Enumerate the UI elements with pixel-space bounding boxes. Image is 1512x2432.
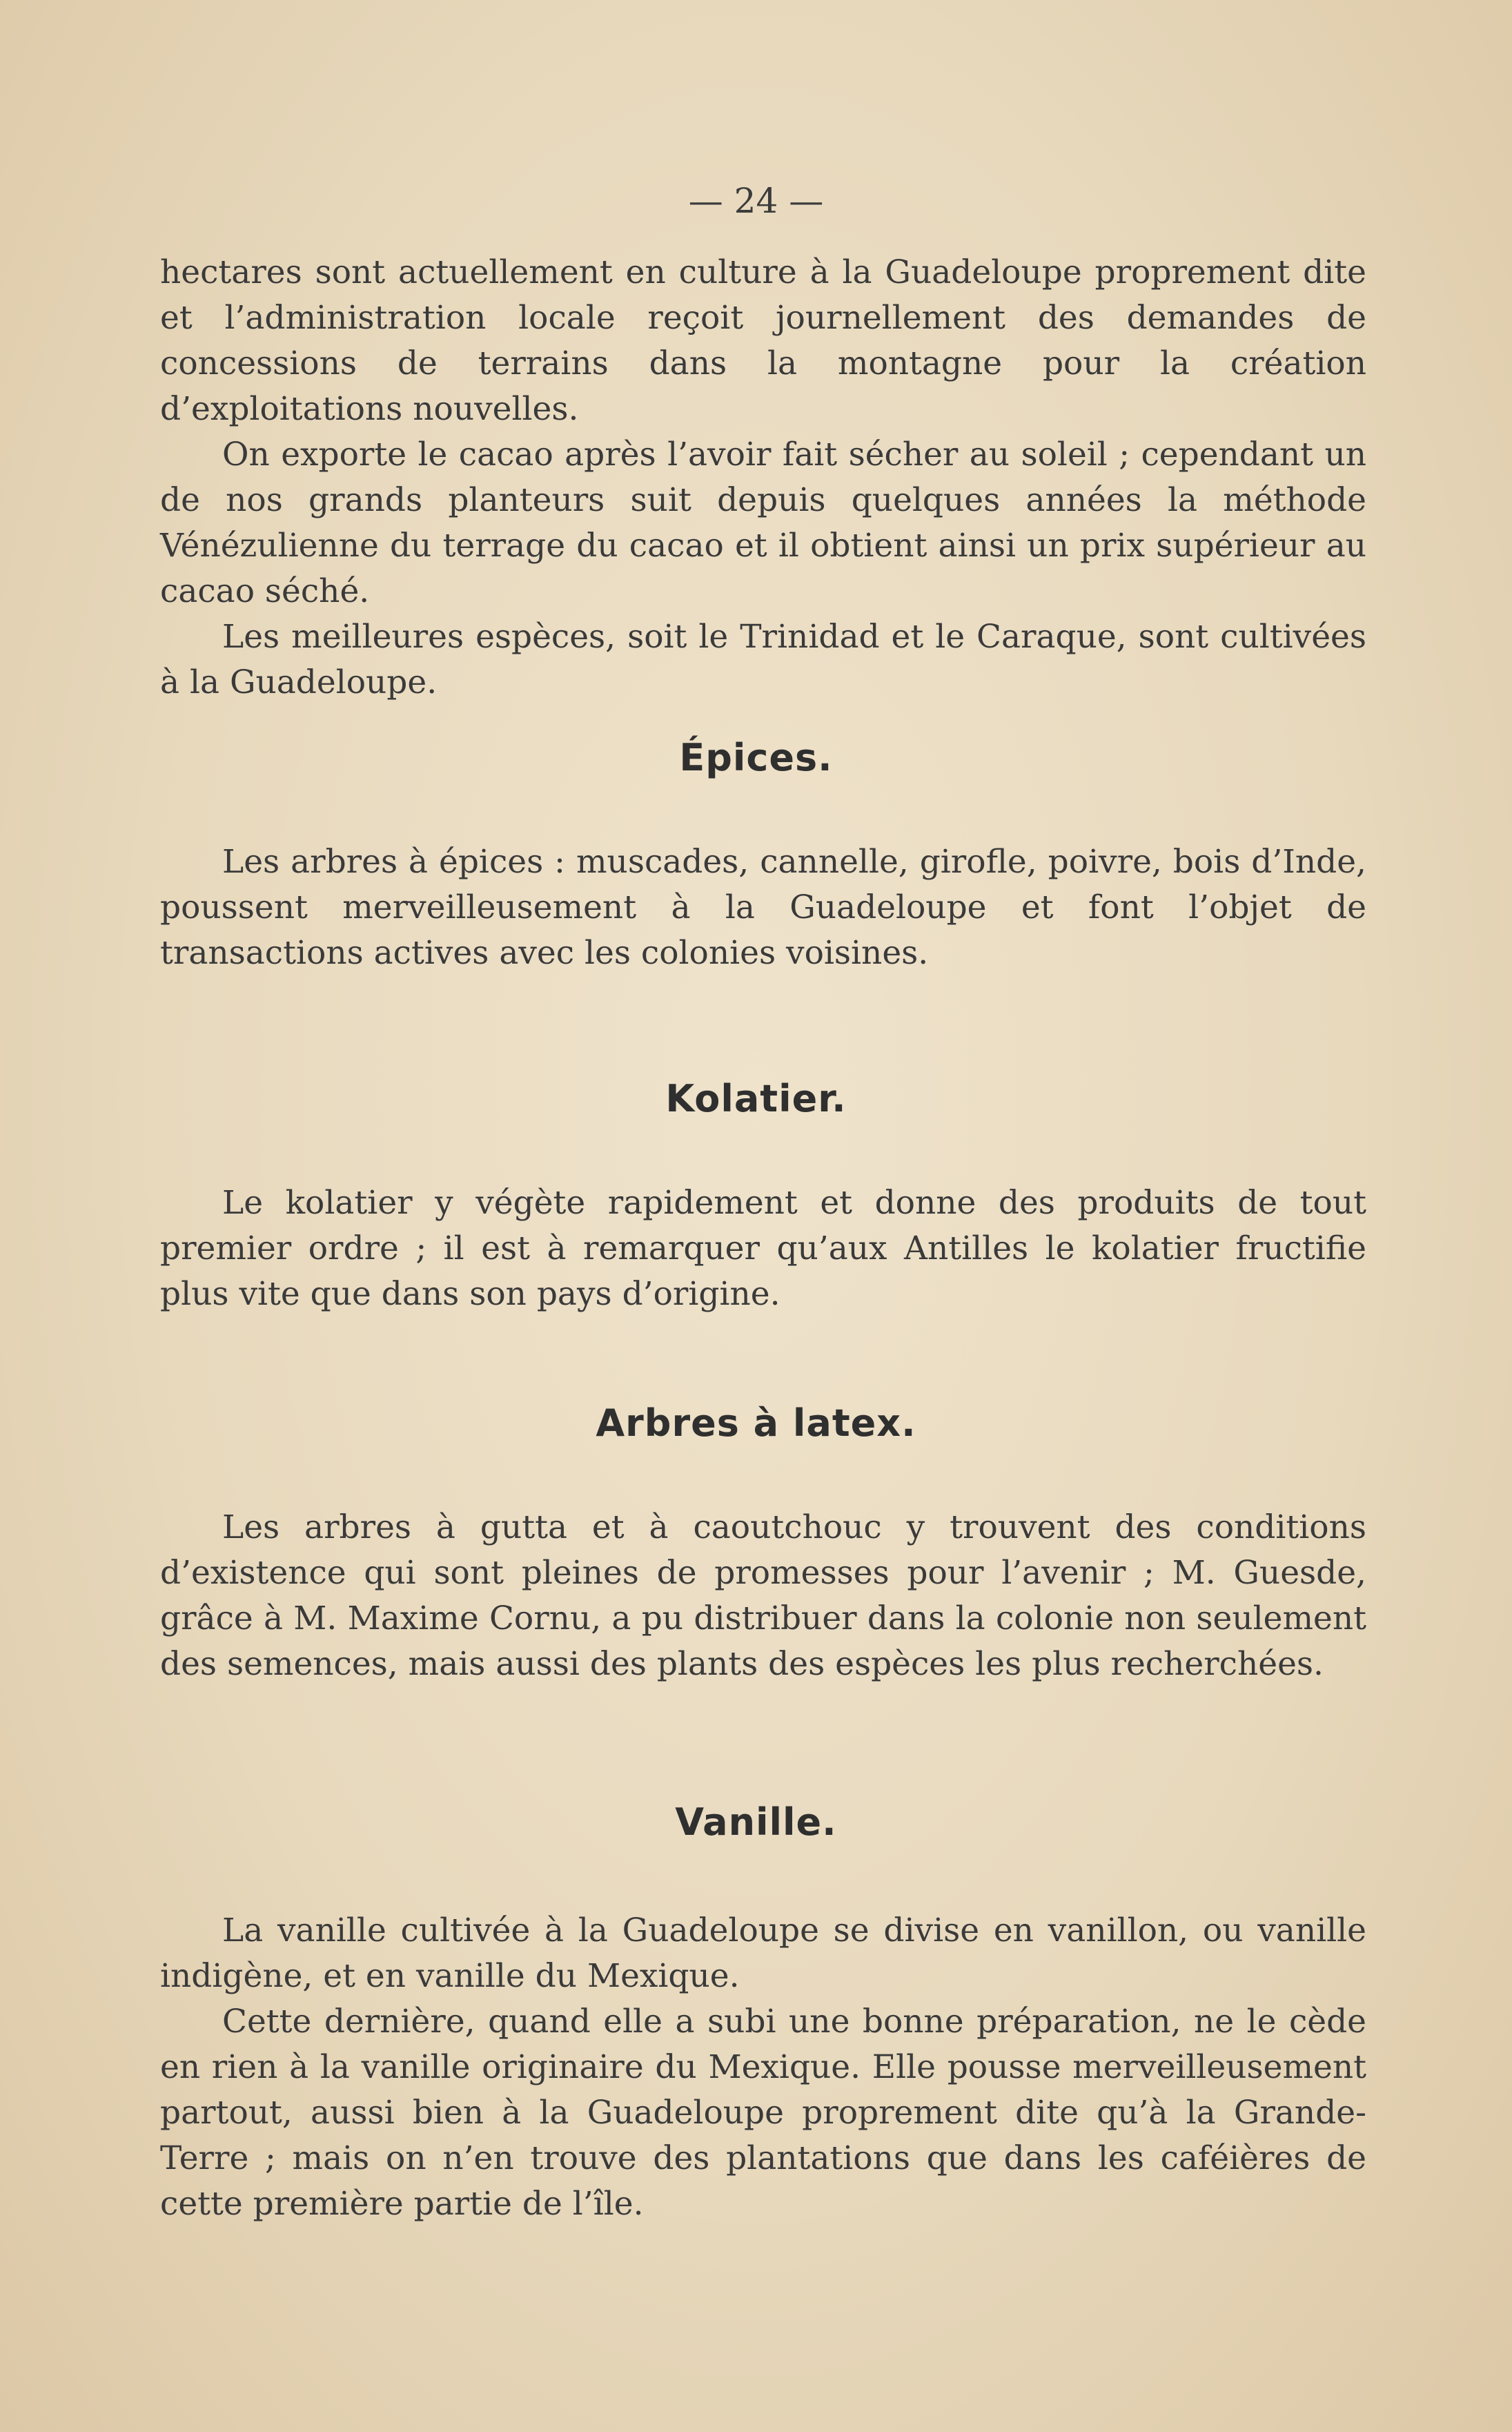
section-title-epices: Épices. [679,736,833,779]
section-title-latex: Arbres à latex. [596,1401,916,1445]
page-number: — 24 — [688,181,824,221]
epices-section [160,839,1366,976]
paragraph: Les meilleures espèces, soit le Trinidad et le Caraque, sont cultivées à la Guadeloupe. [160,618,1366,701]
paragraph: Les arbres à épices : muscades, cannelle, girofle, poivre, bois d’Inde, poussent merveilleusement à la Guadeloupe et font l’objet de transactions actives avec les colonies voisines. [160,843,1366,972]
paragraph: Cette dernière, quand elle a subi une bonne préparation, ne le cède en rien à la vanille originaire du Mexique. Elle pousse merveilleusement partout, aussi bien à la Guadeloupe proprement dite qu’à la Grande-Terre ; mais on n’en trouve des plantations que dans les caféières de cette première partie de l’île. [160,2003,1366,2223]
section-title-kolatier: Kolatier. [665,1077,847,1120]
paragraph: Les arbres à gutta et à caoutchouc y trouvent des conditions d’existence qui sont pleines de promesses pour l’avenir ; M. Guesde, grâce à M. Maxime Cornu, a pu distribuer dans la colonie non seulement des semences, mais aussi des plants des espèces les plus recherchées. [160,1508,1366,1683]
kolatier-section [160,1180,1366,1317]
paragraph: On exporte le cacao après l’avoir fait sécher au soleil ; cependant un de nos grands planteurs suit depuis quelques années la méthode Vénézulienne du terrage du cacao et il obtient ainsi un prix supérieur au cacao séché. [160,436,1366,610]
paragraph: Le kolatier y végète rapidement et donne des produits de tout premier ordre ; il est à remarquer qu’aux Antilles le kolatier fructifie plus vite que dans son pays d’origine. [160,1184,1366,1313]
paragraph: La vanille cultivée à la Guadeloupe se divise en vanillon, ou vanille indigène, et en vanille du Mexique. [160,1911,1366,1995]
paragraph: hectares sont actuellement en culture à la Guadeloupe proprement dite et l’administration locale reçoit journellement des demandes de concessions de terrains dans la montagne pour la création d’exploitations nouvelles. [160,253,1366,428]
cacao-section [160,250,1366,706]
vanille-section [160,1908,1366,2227]
latex-section [160,1505,1366,1687]
section-title-vanille: Vanille. [675,1800,837,1844]
